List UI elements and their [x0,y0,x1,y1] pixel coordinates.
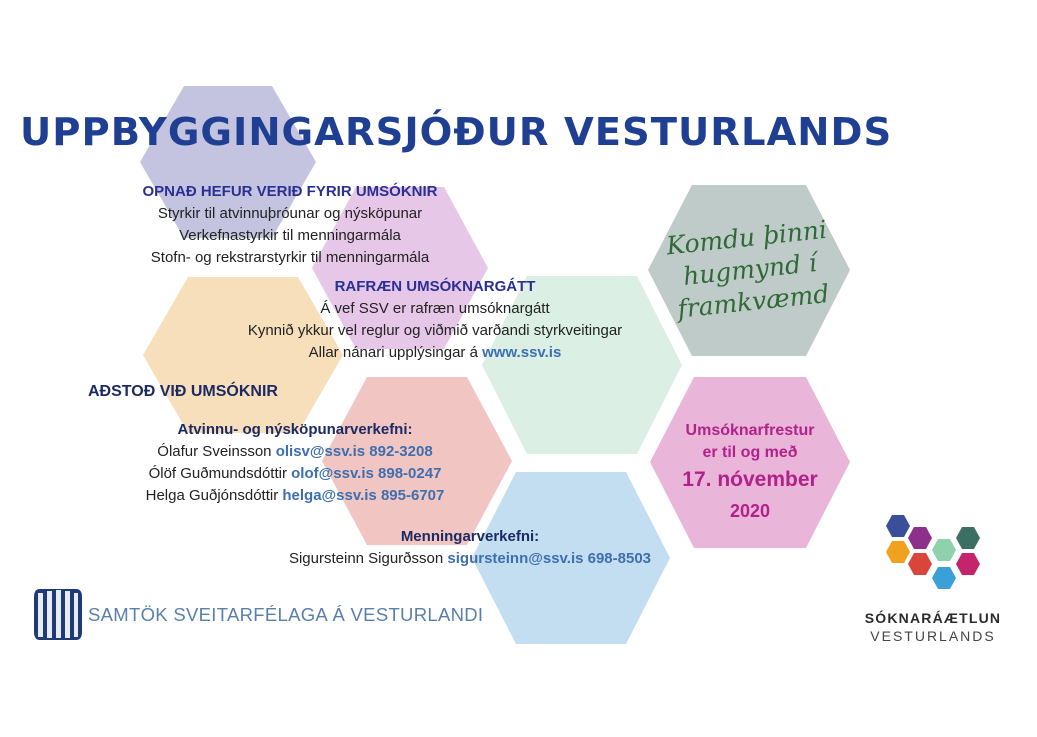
deadline-box [652,420,848,526]
contact-phone: 898-0247 [378,465,442,482]
slogan-line-3: framkvæmd [676,278,831,324]
soknaraaetlun-logo-icon [886,515,980,589]
contact-row [260,548,680,570]
contact-email-link[interactable]: olof@ssv.is [291,465,374,482]
open-line-3: Stofn- og rekstrarstyrkir til menningarmála [150,249,430,266]
slogan-line-2: hugmynd í [681,248,819,291]
open-section [100,181,480,269]
business-heading: Atvinnu- og nýsköpunarverkefni: [177,421,413,438]
contact-email-link[interactable]: olisv@ssv.is [275,443,366,460]
portal-section [200,276,670,364]
open-heading: OPNAÐ HEFUR VERIÐ FYRIR UMSÓKNIR [142,183,438,200]
open-line-1: Styrkir til atvinnuþróunar og nýsköpunar [157,205,423,222]
contact-phone: 698-8503 [587,550,652,567]
page-title: UPPBYGGINGARSJÓÐUR VESTURLANDS [20,110,893,155]
contact-email-link[interactable]: sigursteinn@ssv.is [447,550,584,567]
deadline-line-1: Umsóknarfrestur [685,422,815,439]
business-contacts [90,419,500,507]
portal-line-2: Kynnið ykkur vel reglur og viðmið varðandi styrkveitingar [247,322,623,339]
contact-name: Ólafur Sveinsson [157,443,272,460]
contact-phone: 895-6707 [380,487,445,504]
deadline-year: 2020 [729,501,771,521]
contact-name: Helga Guðjónsdóttir [145,487,279,504]
contact-row [90,463,500,485]
help-heading: AÐSTOÐ VIÐ UMSÓKNIR [88,383,278,400]
portal-line-1: Á vef SSV er rafræn umsóknargátt [320,300,550,317]
contact-name: Ólöf Guðmundsdóttir [148,465,287,482]
contact-row [90,485,500,507]
contact-email-link[interactable]: helga@ssv.is [282,487,377,504]
soknar-logo-line-1: SÓKNARÁÆTLUN [864,610,1002,626]
contact-row [90,441,500,463]
culture-heading: Menningarverkefni: [400,528,540,545]
open-line-2: Verkefnastyrkir til menningarmála [179,227,401,244]
deadline-date: 17. nóvember [682,468,818,491]
deadline-line-2: er til og með [702,444,798,461]
culture-contacts [260,526,680,570]
portal-info-text: Allar nánari upplýsingar á [308,344,478,361]
portal-line-3 [200,342,670,364]
ssv-website-link[interactable]: www.ssv.is [482,344,562,361]
contact-phone: 892-3208 [369,443,433,460]
ssv-logo-icon [34,589,82,640]
contact-name: Sigursteinn Sigurðsson [288,550,444,567]
soknar-logo-line-2: VESTURLANDS [870,628,996,644]
portal-heading: RAFRÆN UMSÓKNARGÁTT [334,278,536,295]
ssv-logo-text: SAMTÖK SVEITARFÉLAGA Á VESTURLANDI [88,604,484,625]
slogan-line-1: Komdu þinni [665,214,829,261]
